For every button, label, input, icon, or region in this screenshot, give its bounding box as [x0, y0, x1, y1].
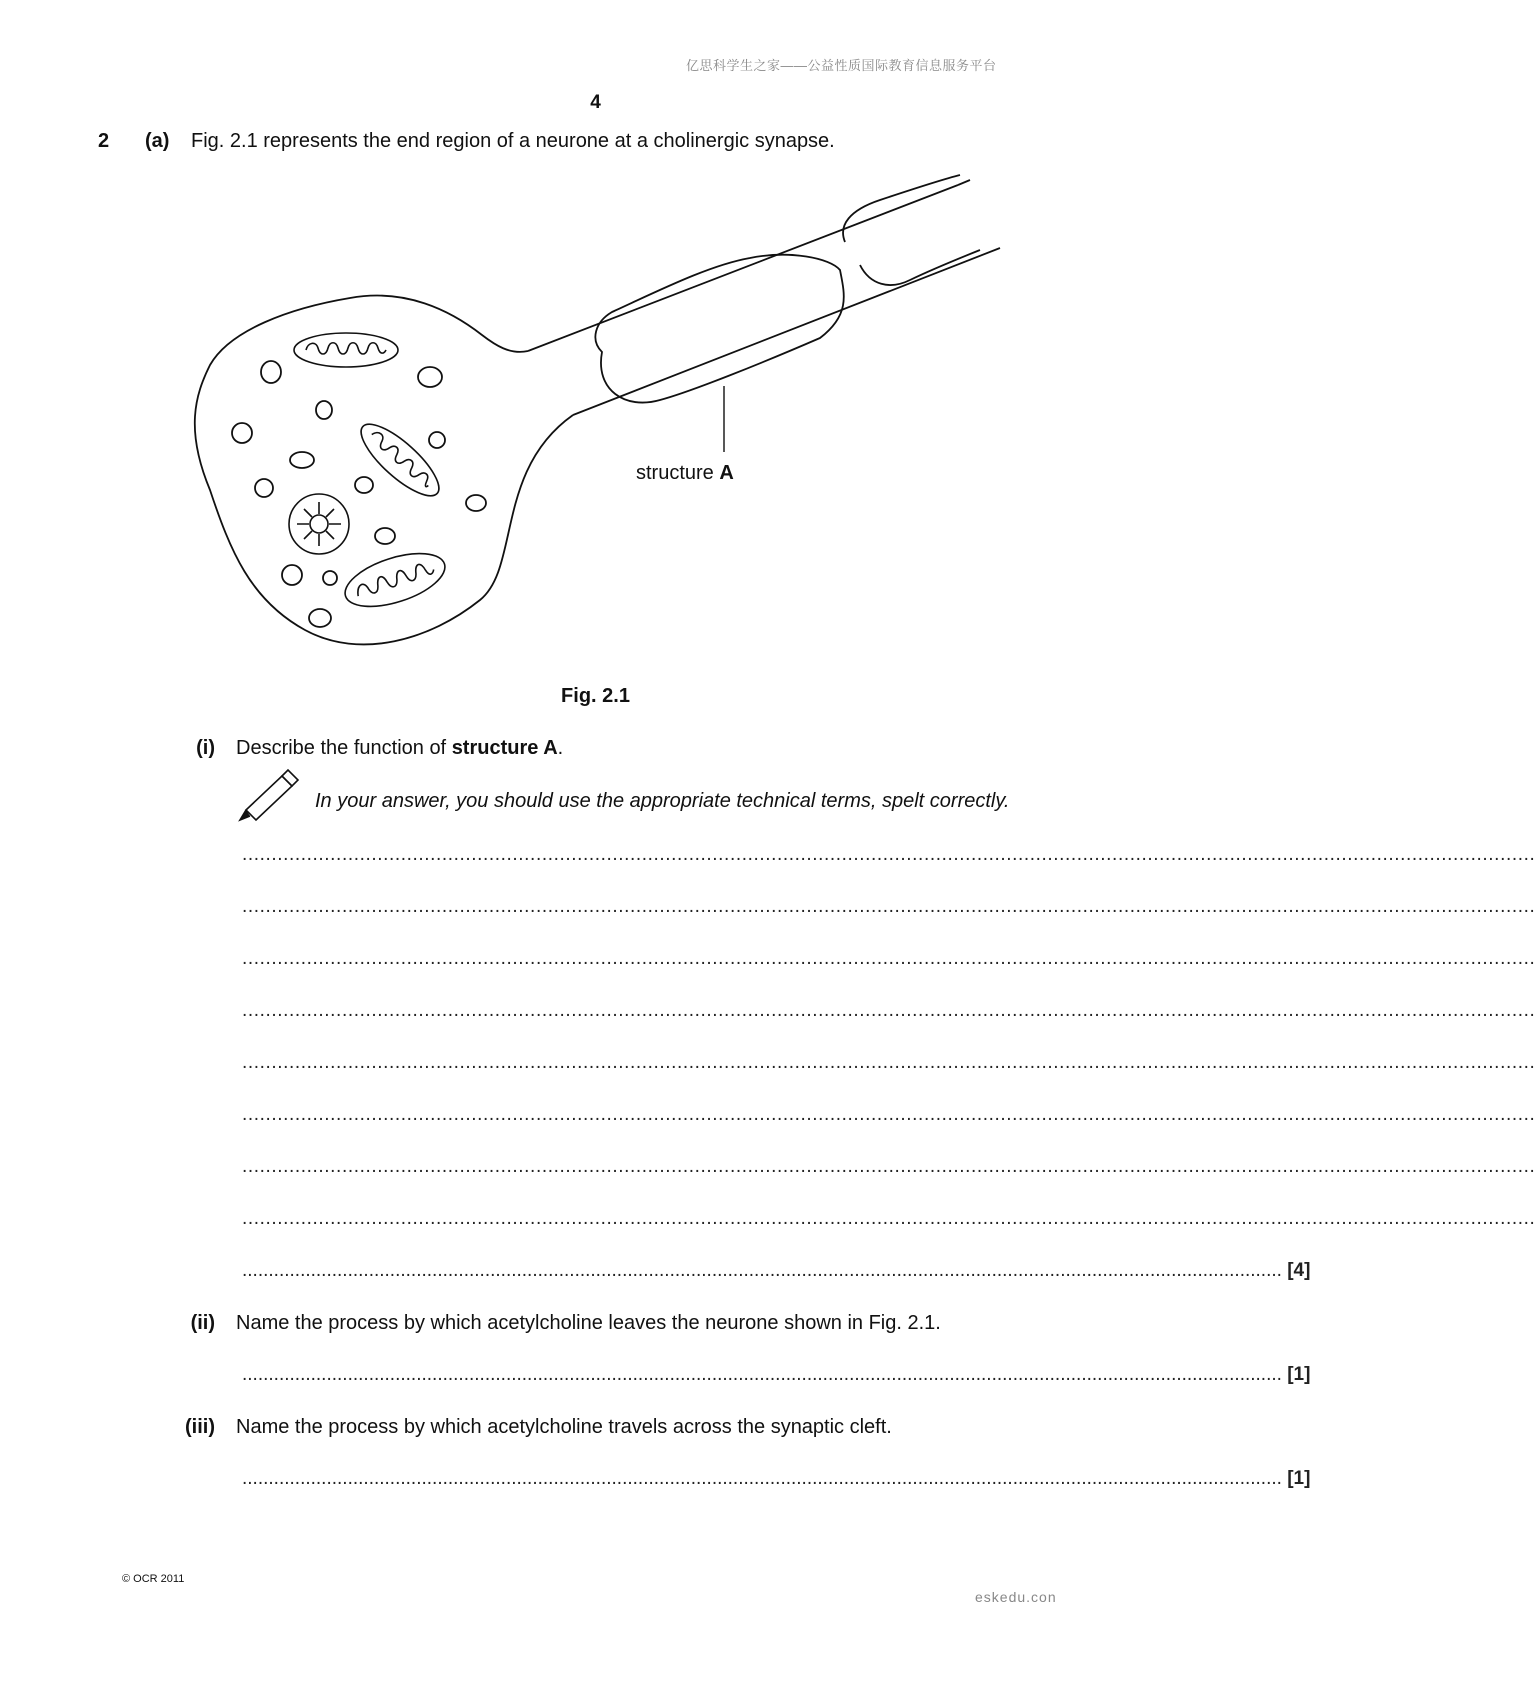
watermark-header: 亿思科学生之家——公益性质国际教育信息服务平台 [686, 58, 997, 73]
mitochondrion-3 [289, 494, 349, 554]
mitochondria [289, 333, 451, 617]
answer-line-i[interactable]: ............................................................................................................................................................................................................................ [242, 1156, 1535, 1177]
neurone-diagram [190, 170, 1020, 670]
figure-caption: Fig. 2.1 [561, 685, 630, 707]
footer-site: eskedu.con [975, 1589, 1057, 1605]
vesicle [375, 528, 395, 544]
answer-line-iii[interactable]: ..................................................................................................................................................................................................... [1] [242, 1468, 1311, 1489]
synaptic-knob-membrane [195, 296, 573, 645]
question-part: (a) [145, 130, 170, 152]
question-number: 2 [98, 130, 110, 152]
vesicle [309, 609, 331, 627]
sub-question-i-label: (i) [196, 737, 215, 759]
answer-line-i[interactable]: ............................................................................................................................................................................................................................ [242, 1104, 1535, 1125]
answer-line-ii[interactable]: ..................................................................................................................................................................................................... [1] [242, 1364, 1311, 1385]
sub-question-i-bold: structure A [451, 737, 558, 759]
question-stem: Fig. 2.1 represents the end region of a neurone at a cholinergic synapse. [191, 130, 835, 152]
sub-question-iii-label: (iii) [185, 1416, 215, 1438]
sub-question-i-text [236, 737, 563, 760]
vesicle [323, 571, 337, 585]
answer-line-i[interactable]: ..................................................................................................................................................................................................... [4] [242, 1260, 1311, 1281]
mitochondrion-4 [339, 543, 452, 617]
axon-upper-extension [958, 180, 970, 185]
vesicle [282, 565, 302, 585]
answer-line-i[interactable]: ............................................................................................................................................................................................................................ [242, 1208, 1535, 1229]
structure-a-label: structure A [636, 462, 734, 484]
marks-iii: [1] [1287, 1468, 1311, 1489]
page-number: 4 [590, 92, 601, 113]
vesicle [355, 477, 373, 493]
vesicle [255, 479, 273, 497]
vesicle [290, 452, 314, 468]
marks-i: [4] [1287, 1260, 1311, 1281]
answer-line-i[interactable]: ............................................................................................................................................................................................................................ [242, 1052, 1535, 1073]
answer-line-i[interactable]: ............................................................................................................................................................................................................................ [242, 1000, 1535, 1021]
mitochondrion-1 [294, 333, 398, 367]
sub-question-iii-text: Name the process by which acetylcholine travels across the synaptic cleft. [236, 1416, 892, 1438]
answer-line-i[interactable]: ............................................................................................................................................................................................................................ [242, 948, 1535, 969]
pencil-icon [238, 770, 300, 822]
vesicle [429, 432, 445, 448]
vesicle [232, 423, 252, 443]
sub-question-ii-label: (ii) [190, 1312, 215, 1334]
myelin-sheath-2 [843, 175, 960, 242]
copyright: © OCR 2011 [122, 1573, 185, 1585]
vesicle [418, 367, 442, 387]
answer-line-i[interactable]: ............................................................................................................................................................................................................................ [242, 896, 1535, 917]
sub-question-i-prefix: Describe the function of [236, 737, 452, 759]
marks-ii: [1] [1287, 1364, 1311, 1385]
answer-line-i[interactable]: ............................................................................................................................................................................................................................ [242, 844, 1535, 865]
instruction-text: In your answer, you should use the appropriate technical terms, spelt correctly. [315, 790, 1010, 812]
vesicle [261, 361, 281, 383]
sub-question-ii-text: Name the process by which acetylcholine leaves the neurone shown in Fig. 2.1. [236, 1312, 941, 1334]
sub-question-i-suffix: . [557, 737, 564, 759]
vesicle [316, 401, 332, 419]
vesicle [466, 495, 486, 511]
